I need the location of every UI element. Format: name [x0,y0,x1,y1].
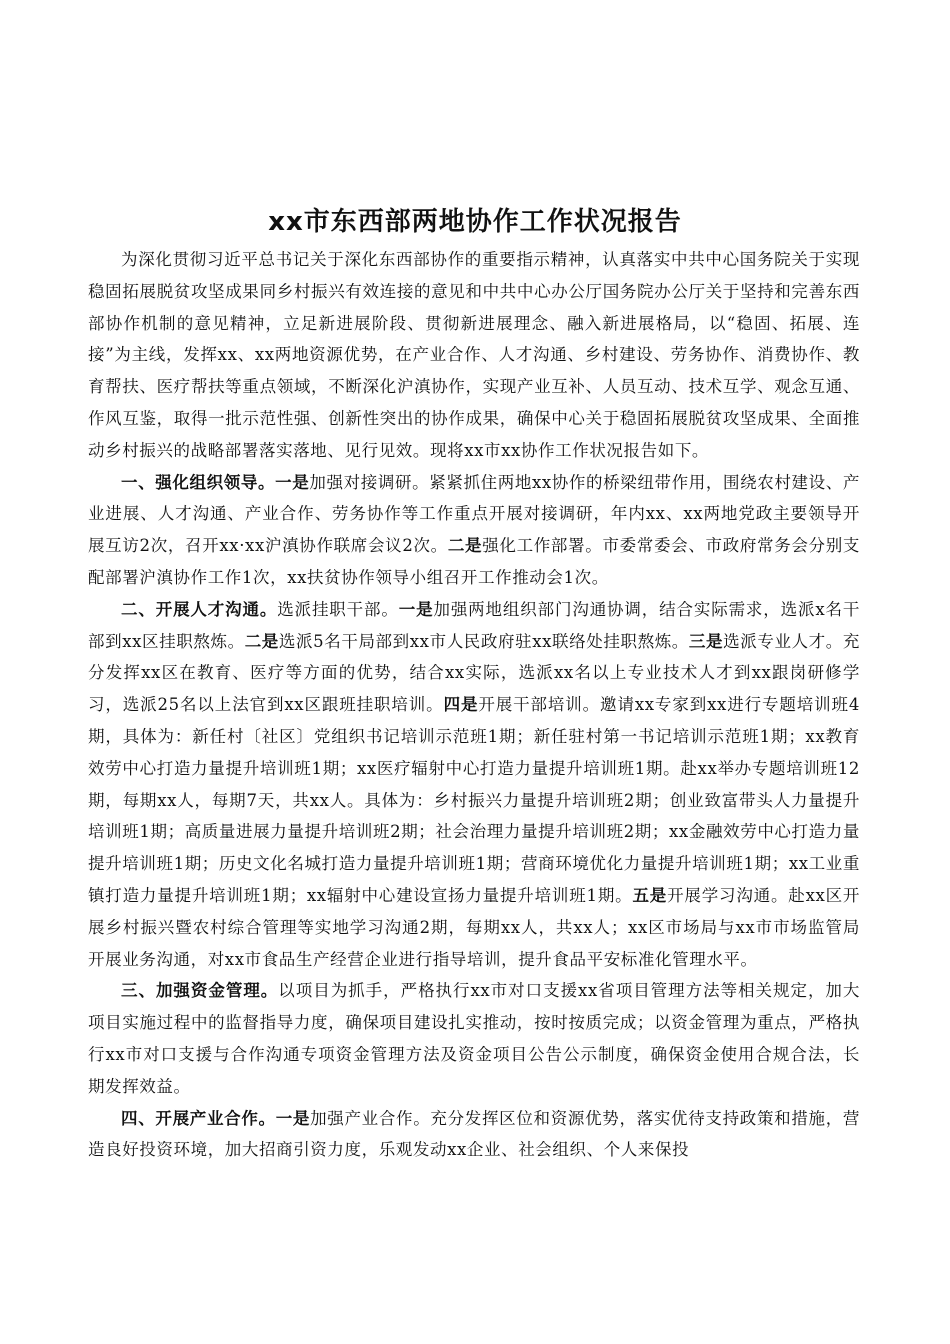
text-segment: 以项目为抓手，严格执行xx市对口支援xx省项目管理方法等相关规定，加大项目实施过程中的监督指导力度，确保项目建设扎实推动，按时按质完成；以资金管理为重点，严格执行xx市对口支援与合作沟通专项资金管理方法及资金项目公告公示制度，确保资金使用合规合法，长期发挥效益。 [88,981,860,1096]
paragraph-section-2 [88,594,860,976]
bold-text-segment: 二是 [447,536,483,556]
text-segment: 强化工作部署。市委常委会、市政府常务会分别支配部署沪滇协作工作1次，xx扶贫协作领导小组召开工作推动会1次。 [88,536,860,587]
paragraph-section-3 [88,975,860,1102]
bold-text-segment: 二、开展人才沟通。 [121,599,278,619]
page-title: xx市东西部两地协作工作状况报告 [268,207,682,237]
paragraph-section-1 [88,467,860,594]
text-segment: 选派5名干局部到xx市人民政府驻xx联络处挂职熬炼。 [278,631,689,651]
bold-text-segment: 四是 [443,695,479,715]
text-segment: 选派专业人才。充分发挥xx区在教育、医疗等方面的优势，结合xx实际，选派xx名以上专业技术人才到xx跟岗研修学习，选派25名以上法官到xx区跟班挂职培训。 [88,631,860,715]
bold-text-segment: 一是 [398,599,434,619]
bold-text-segment: 三、加强资金管理。 [121,981,279,1001]
text-segment: 加强对接调研。紧紧抓住两地xx协作的桥梁纽带作用，围绕农村建设、产业进展、人才沟通、产业合作、劳务协作等工作重点开展对接调研，年内xx、xx两地党政主要领导开展互访2次，召开xx·xx沪滇协作联席会议2次。 [88,472,860,556]
bold-text-segment: 三是 [688,631,724,651]
bold-text-segment: 一、强化组织领导。 [121,472,276,492]
text-segment: 开展干部培训。邀请xx专家到xx进行专题培训班4期，具体为：新任村〔社区〕党组织书记培训示范班1期；新任驻村第一书记培训示范班1期；xx教育效劳中心打造力量提升培训班1期；xx医疗辐射中心打造力量提升培训班1期。赴xx举办专题培训班12期，每期xx人，每期7天，共xx人。具体为：乡村振兴力量提升培训班2期；创业致富带头人力量提升培训班1期；高质量进展力量提升培训班2期；社会治理力量提升培训班2期；xx金融效劳中心打造力量提升培训班1期；历史文化名城打造力量提升培训班1期；营商环境优化力量提升培训班1期；xx工业重镇打造力量提升培训班1期；xx辐射中心建设宣扬力量提升培训班1期。 [88,695,860,905]
text-segment: 加强产业合作。充分发挥区位和资源优势，落实优待支持政策和措施，营造良好投资环境，加大招商引资力度，乐观发动xx企业、社会组织、个人来保投 [88,1108,861,1160]
document-body [88,244,860,1166]
bold-text-segment: 一是 [275,1108,311,1128]
bold-text-segment: 一是 [275,472,310,492]
bold-text-segment: 五是 [632,885,668,905]
paragraph-section-4 [88,1103,860,1167]
bold-text-segment: 四、开展产业合作。 [121,1108,276,1128]
text-segment: 开展学习沟通。赴xx区开展乡村振兴暨农村综合管理等实地学习沟通2期，每期xx人，共xx人；xx区市场局与xx市市场监管局开展业务沟通，对xx市食品生产经营企业进行指导培训，提升食品平安标准化管理水平。 [88,885,861,969]
paragraph-intro [88,244,860,467]
bold-text-segment: 二是 [244,631,279,651]
text-segment: 为深化贯彻习近平总书记关于深化东西部协作的重要指示精神，认真落实中共中心国务院关于实现稳固拓展脱贫攻坚成果同乡村振兴有效连接的意见和中共中心办公厅国务院办公厅关于坚持和完善东西部协作机制的意见精神，立足新进展阶段、贯彻新进展理念、融入新进展格局，以“稳固、拓展、连接”为主线，发挥xx、xx两地资源优势，在产业合作、人才沟通、乡村建设、劳务协作、消费协作、教育帮扶、医疗帮扶等重点领域，不断深化沪滇协作，实现产业互补、人员互动、技术互学、观念互通、作风互鉴，取得一批示范性强、创新性突出的协作成果，确保中心关于稳固拓展脱贫攻坚成果、全面推动乡村振兴的战略部署落实落地、见行见效。现将xx市xx协作工作状况报告如下。 [88,250,860,460]
text-segment: 加强两地组织部门沟通协调，结合实际需求，选派x名干部到xx区挂职熬炼。 [88,599,860,651]
text-segment: 选派挂职干部。 [277,599,399,619]
